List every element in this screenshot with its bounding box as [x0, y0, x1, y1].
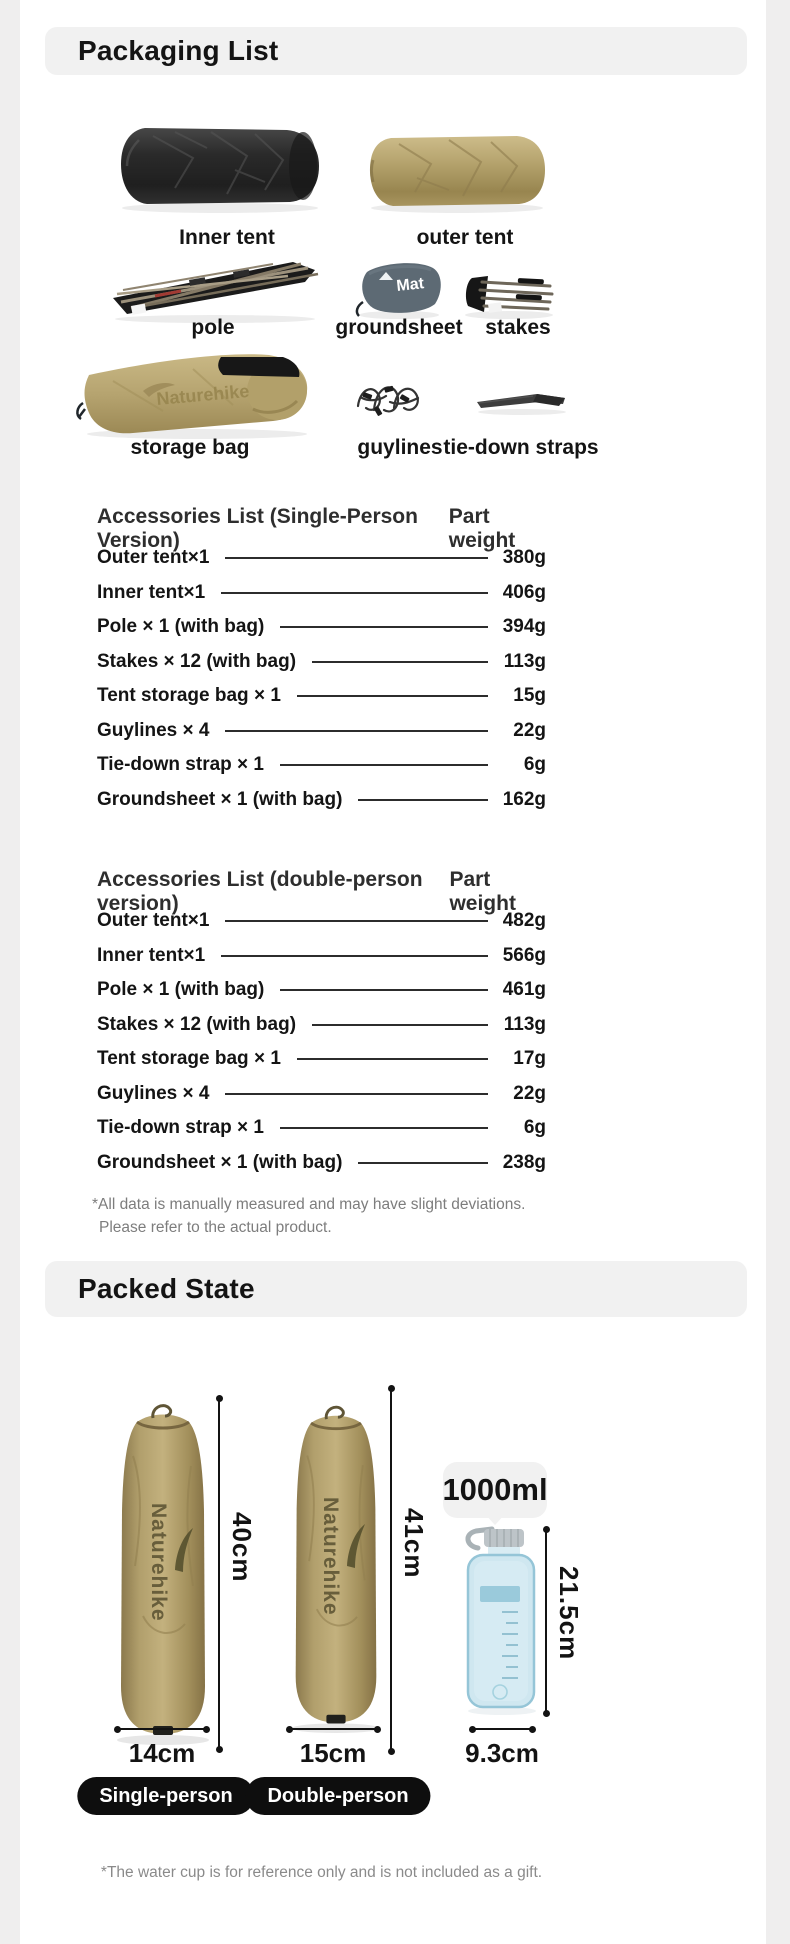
accessories-list-double-title: Accessories List (double-person version) — [97, 868, 423, 915]
leader-line — [280, 626, 488, 628]
single-person-badge: Single-person — [77, 1777, 254, 1815]
accessory-weight: 380g — [502, 547, 546, 569]
leader-line — [358, 1162, 488, 1164]
accessory-row — [97, 783, 546, 818]
double-person-badge: Double-person — [245, 1777, 430, 1815]
height-dim-single: 40cm — [227, 1512, 257, 1583]
width-dim-bottle: 9.3cm — [465, 1738, 539, 1768]
accessories-list-double-header — [97, 868, 546, 915]
leader-line — [225, 557, 488, 559]
water-bottle-image — [462, 1526, 540, 1716]
accessory-label: Pole × 1 (with bag) — [97, 979, 265, 1001]
leader-line — [221, 955, 488, 957]
accessory-weight: 15g — [513, 685, 546, 707]
accessory-weight: 6g — [523, 1117, 546, 1139]
measurement-disclaimer-line2: Please refer to the actual product. — [99, 1219, 332, 1237]
measurement-disclaimer-line1: *All data is manually measured and may have slight deviations. — [92, 1196, 526, 1213]
accessory-label: Stakes × 12 (with bag) — [97, 650, 297, 672]
pole-label: pole — [191, 316, 235, 339]
part-weight-header: Part weight — [448, 505, 516, 552]
leader-line — [225, 730, 488, 732]
width-dim-double: 15cm — [299, 1738, 367, 1768]
accessory-row — [97, 1008, 546, 1043]
leader-line — [358, 799, 488, 801]
guylines-image — [350, 372, 432, 424]
leader-line — [312, 661, 488, 663]
naturehike-swoosh-icon — [171, 1526, 195, 1572]
accessory-label: Outer tent×1 — [97, 547, 210, 569]
height-dim-bottle: 21.5cm — [554, 1566, 584, 1661]
accessory-weight: 566g — [502, 944, 546, 966]
page-right-margin — [766, 0, 790, 1944]
width-dim-single: 14cm — [128, 1738, 196, 1768]
height-arrow-single — [218, 1398, 220, 1750]
width-arrow-single — [117, 1728, 207, 1730]
stakes-image — [458, 264, 560, 320]
accessory-weight: 482g — [502, 910, 546, 932]
leader-line — [221, 592, 488, 594]
inner-tent-label: Inner tent — [179, 226, 275, 249]
accessory-row — [97, 1077, 546, 1112]
packaging-list-header — [45, 27, 747, 75]
groundsheet-label: groundsheet — [335, 316, 463, 339]
accessory-weight: 22g — [513, 1082, 546, 1104]
accessory-label: Guylines × 4 — [97, 1082, 210, 1104]
accessory-label: Inner tent×1 — [97, 944, 206, 966]
storage-bag-image — [73, 345, 321, 440]
accessories-list-double — [97, 868, 546, 1180]
height-arrow-double — [390, 1388, 392, 1752]
accessory-weight: 113g — [503, 650, 546, 672]
accessory-label: Tie-down strap × 1 — [97, 754, 264, 776]
guylines-label: guylines — [357, 436, 443, 459]
packed-bag-double-brand: Naturehike — [319, 1497, 342, 1616]
height-arrow-bottle — [545, 1529, 547, 1714]
accessory-weight: 17g — [513, 1048, 546, 1070]
packed-state-header — [45, 1261, 747, 1317]
leader-line — [280, 764, 488, 766]
leader-line — [312, 1024, 488, 1026]
bottle-volume: 1000ml — [442, 1472, 548, 1507]
accessory-label: Guylines × 4 — [97, 719, 210, 741]
groundsheet-bag-text: Mat — [395, 275, 425, 295]
accessory-row — [97, 714, 546, 749]
accessories-list-single-title: Accessories List (Single-Person Version) — [97, 505, 418, 552]
accessory-label: Groundsheet × 1 (with bag) — [97, 1151, 343, 1173]
outer-tent-label: outer tent — [416, 226, 514, 249]
groundsheet-image — [353, 258, 445, 320]
accessory-label: Groundsheet × 1 (with bag) — [97, 788, 343, 810]
accessory-row — [97, 679, 546, 714]
accessory-label: Stakes × 12 (with bag) — [97, 1013, 297, 1035]
accessory-weight: 394g — [502, 616, 546, 638]
inner-tent-image — [115, 122, 325, 214]
accessory-weight: 238g — [502, 1151, 546, 1173]
accessory-weight: 6g — [523, 754, 546, 776]
water-cup-disclaimer: *The water cup is for reference only and is not included as a gift. — [100, 1864, 543, 1881]
leader-line — [225, 920, 488, 922]
accessory-row — [97, 748, 546, 783]
part-weight-header: Part weight — [449, 868, 516, 915]
accessory-label: Tent storage bag × 1 — [97, 1048, 281, 1070]
accessory-weight: 162g — [502, 788, 546, 810]
accessory-label: Tie-down strap × 1 — [97, 1117, 264, 1139]
width-arrow-bottle — [472, 1728, 533, 1730]
packed-bag-single-brand: Naturehike — [147, 1503, 170, 1622]
leader-line — [280, 989, 488, 991]
width-arrow-double — [289, 1728, 378, 1730]
stakes-label: stakes — [485, 316, 551, 339]
measurement-disclaimer — [92, 1193, 525, 1240]
leader-line — [297, 695, 488, 697]
accessory-row — [97, 973, 546, 1008]
page-left-margin — [0, 0, 20, 1944]
accessory-label: Outer tent×1 — [97, 910, 210, 932]
bottle-volume-bubble — [443, 1462, 547, 1518]
storage-bag-brand-text: Naturehike — [155, 380, 251, 409]
tie-down-straps-image — [473, 386, 571, 416]
accessory-row — [97, 576, 546, 611]
accessory-label: Inner tent×1 — [97, 581, 206, 603]
accessory-row — [97, 610, 546, 645]
accessory-row — [97, 1146, 546, 1181]
accessory-weight: 461g — [502, 979, 546, 1001]
accessory-row — [97, 939, 546, 974]
naturehike-swoosh-icon — [343, 1522, 367, 1568]
accessory-row — [97, 1111, 546, 1146]
accessories-list-single — [97, 505, 546, 817]
accessory-row — [97, 1042, 546, 1077]
accessory-weight: 113g — [503, 1013, 546, 1035]
packed-state-title: Packed State — [78, 1273, 255, 1304]
accessories-list-single-header — [97, 505, 546, 552]
height-dim-double: 41cm — [399, 1508, 429, 1579]
leader-line — [225, 1093, 488, 1095]
accessory-label: Pole × 1 (with bag) — [97, 616, 265, 638]
packaging-list-title: Packaging List — [78, 35, 279, 66]
accessory-weight: 22g — [513, 719, 546, 741]
leader-line — [280, 1127, 488, 1129]
accessory-row — [97, 645, 546, 680]
outer-tent-image — [365, 130, 549, 214]
storage-bag-label: storage bag — [130, 436, 250, 459]
tie-down-straps-label: tie-down straps — [443, 436, 599, 459]
accessory-label: Tent storage bag × 1 — [97, 685, 281, 707]
pole-image — [103, 250, 331, 325]
accessory-weight: 406g — [502, 581, 546, 603]
leader-line — [297, 1058, 488, 1060]
